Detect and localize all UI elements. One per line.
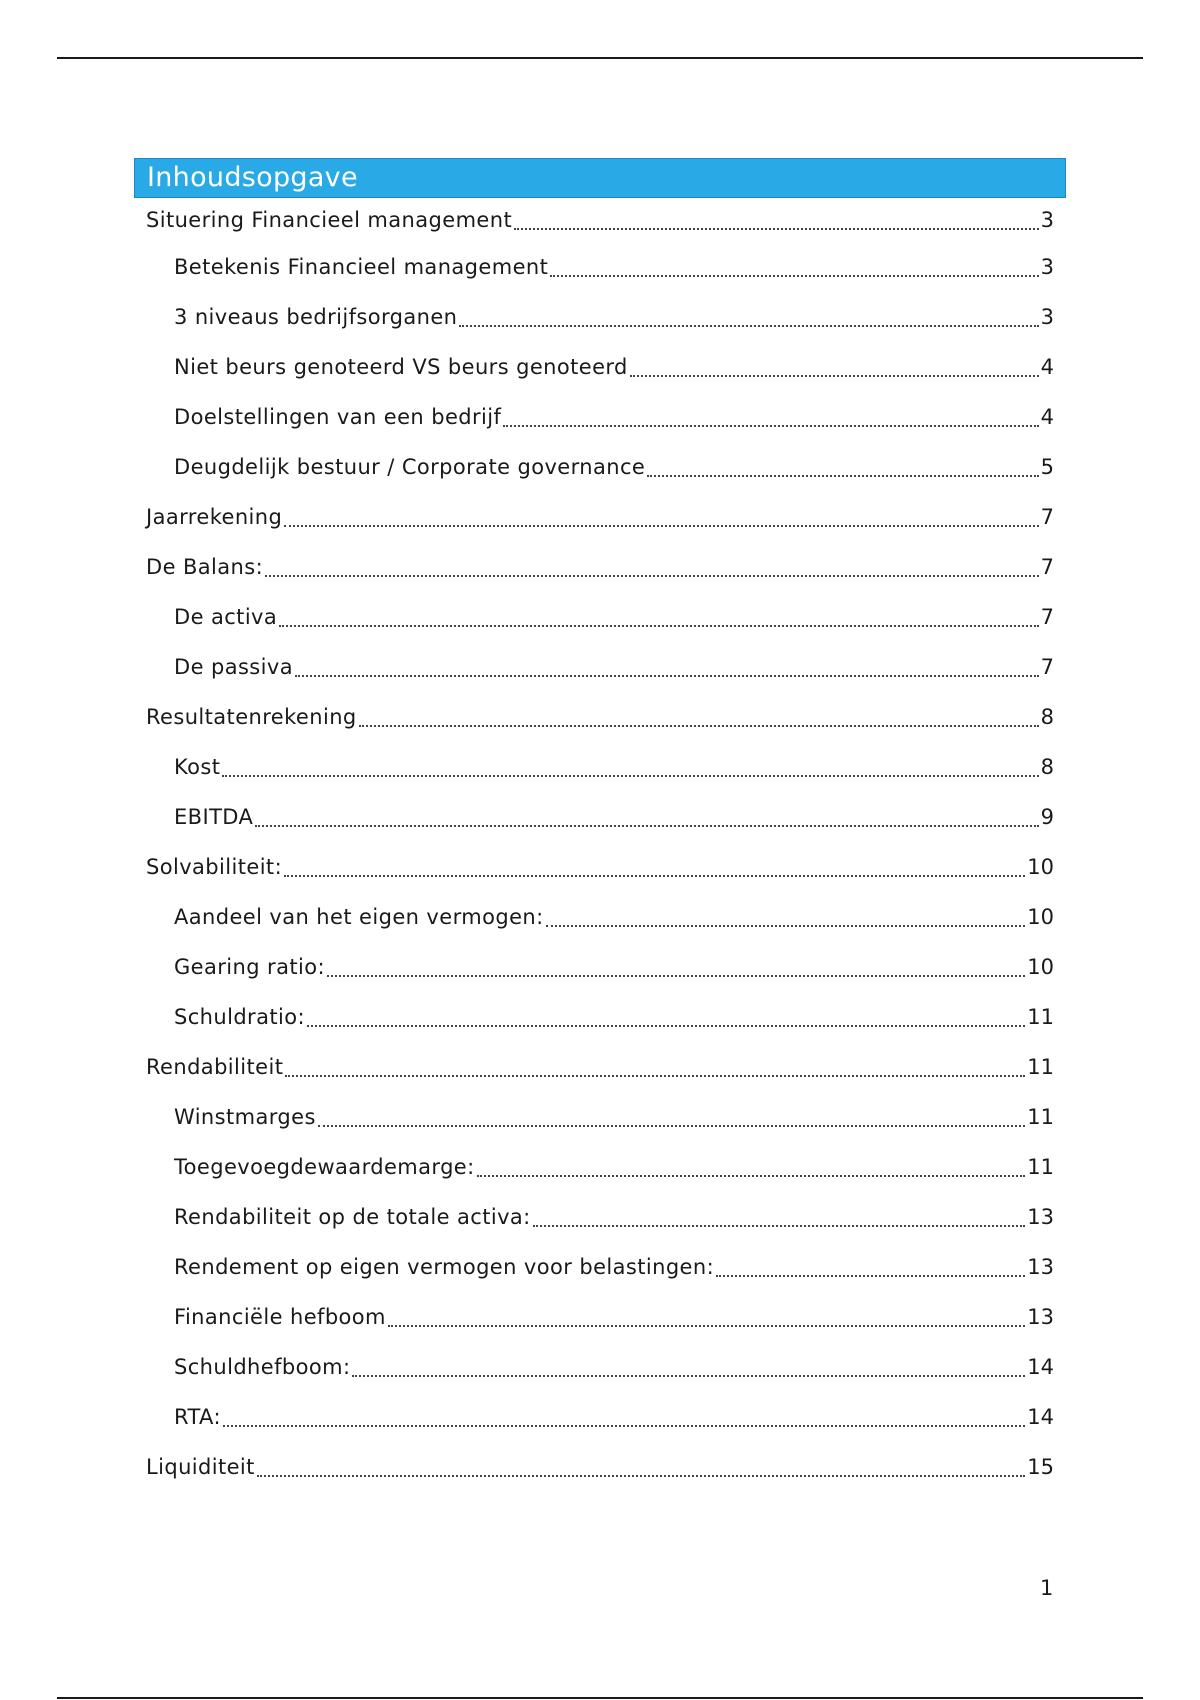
toc-dot-leader (647, 475, 1038, 477)
toc-entry-page: 7 (1040, 505, 1054, 529)
toc-entry-page: 8 (1040, 755, 1054, 779)
toc-entry-label: Liquiditeit (146, 1455, 255, 1479)
toc-entry-page: 13 (1027, 1255, 1054, 1279)
toc-dot-leader (255, 825, 1038, 827)
toc-entry-page: 4 (1040, 405, 1054, 429)
toc-dot-leader (222, 775, 1038, 777)
toc-entry-label: Resultatenrekening (146, 705, 357, 729)
toc-dot-leader (477, 1175, 1026, 1177)
toc-dot-leader (279, 625, 1038, 627)
toc-entry[interactable] (134, 492, 1066, 542)
toc-entry-page: 13 (1027, 1205, 1054, 1229)
toc-entry[interactable] (134, 292, 1066, 342)
toc-entry[interactable] (134, 1442, 1066, 1492)
toc-entry-page: 3 (1040, 305, 1054, 329)
toc-dot-leader (295, 675, 1039, 677)
toc-entry-label: Schuldratio: (174, 1005, 305, 1029)
toc-dot-leader (388, 1325, 1025, 1327)
toc-entry-page: 11 (1027, 1055, 1054, 1079)
toc-entry-label: De passiva (174, 655, 293, 679)
toc-entry-page: 14 (1027, 1405, 1054, 1429)
toc-entry-page: 10 (1027, 955, 1054, 979)
footer-rule (57, 1697, 1143, 1699)
toc-entry-label: Toegevoegdewaardemarge: (174, 1155, 475, 1179)
toc-entry-label: Deugdelijk bestuur / Corporate governance (174, 455, 646, 479)
toc-entry[interactable] (134, 742, 1066, 792)
toc-entry-page: 9 (1040, 805, 1054, 829)
toc-dot-leader (223, 1425, 1025, 1427)
toc-entry[interactable] (134, 1042, 1066, 1092)
toc-entry[interactable] (134, 1342, 1066, 1392)
toc-dot-leader (318, 1125, 1025, 1127)
toc-entry-page: 8 (1040, 705, 1054, 729)
toc-entry-label: Betekenis Financieel management (174, 255, 549, 279)
toc-entry-label: Solvabiliteit: (146, 855, 283, 879)
toc-entry-page: 4 (1040, 355, 1054, 379)
toc-dot-leader (630, 375, 1039, 377)
toc-dot-leader (514, 228, 1039, 230)
toc-entry[interactable] (134, 592, 1066, 642)
toc-entry[interactable] (134, 242, 1066, 292)
toc-entry[interactable] (134, 1142, 1066, 1192)
toc-dot-leader (503, 425, 1038, 427)
toc-entry-label: Aandeel van het eigen vermogen: (174, 905, 544, 929)
toc-entry[interactable] (134, 1242, 1066, 1292)
toc-entry-page: 3 (1040, 208, 1054, 232)
toc-entry-page: 10 (1027, 855, 1054, 879)
toc-entry-page: 13 (1027, 1305, 1054, 1329)
toc-entry[interactable] (134, 1292, 1066, 1342)
toc-entry-label: Schuldhefboom: (174, 1355, 351, 1379)
toc-entry-label: Niet beurs genoteerd VS beurs genoteerd (174, 355, 628, 379)
toc-dot-leader (550, 275, 1038, 277)
toc-entry-label: Situering Financieel management (146, 208, 513, 232)
toc-entry[interactable] (134, 198, 1066, 242)
toc-entry-page: 7 (1040, 655, 1054, 679)
toc-entry-page: 11 (1027, 1005, 1054, 1029)
toc-entry[interactable] (134, 792, 1066, 842)
toc-dot-leader (459, 325, 1038, 327)
toc-dot-leader (307, 1025, 1025, 1027)
toc-entry-label: Gearing ratio: (174, 955, 325, 979)
toc-entry[interactable] (134, 1192, 1066, 1242)
toc-entry[interactable] (134, 942, 1066, 992)
toc-entry[interactable] (134, 842, 1066, 892)
toc-list (134, 198, 1066, 1492)
toc-entry-label: Financiële hefboom (174, 1305, 386, 1329)
toc-title: Inhoudsopgave (134, 158, 1066, 198)
toc-entry[interactable] (134, 1392, 1066, 1442)
toc-entry-page: 11 (1027, 1155, 1054, 1179)
toc-entry[interactable] (134, 642, 1066, 692)
toc-dot-leader (265, 575, 1039, 577)
toc-entry-label: Rendabiliteit (146, 1055, 284, 1079)
toc-entry-label: RTA: (174, 1405, 221, 1429)
toc-entry[interactable] (134, 992, 1066, 1042)
header-rule (57, 57, 1143, 59)
toc-entry[interactable] (134, 692, 1066, 742)
page-number: 1 (1040, 1576, 1054, 1600)
toc-entry[interactable] (134, 442, 1066, 492)
toc-entry-page: 7 (1040, 555, 1054, 579)
toc-entry[interactable] (134, 342, 1066, 392)
toc-entry-page: 3 (1040, 255, 1054, 279)
toc-entry-label: Rendement op eigen vermogen voor belastingen: (174, 1255, 715, 1279)
toc-dot-leader (533, 1225, 1026, 1227)
toc-entry-page: 5 (1040, 455, 1054, 479)
toc-entry[interactable] (134, 542, 1066, 592)
toc-entry-label: Kost (174, 755, 221, 779)
toc-entry-page: 11 (1027, 1105, 1054, 1129)
toc-entry-label: Rendabiliteit op de totale activa: (174, 1205, 531, 1229)
toc-entry-label: Winstmarges (174, 1105, 316, 1129)
toc-dot-leader (359, 725, 1039, 727)
toc-entry-label: Doelstellingen van een bedrijf (174, 405, 502, 429)
toc-entry[interactable] (134, 1092, 1066, 1142)
toc-entry-label: 3 niveaus bedrijfsorganen (174, 305, 458, 329)
toc-dot-leader (284, 525, 1038, 527)
toc-entry-page: 15 (1027, 1455, 1054, 1479)
toc-entry-label: De Balans: (146, 555, 264, 579)
toc-entry-label: Jaarrekening (146, 505, 283, 529)
toc-dot-leader (284, 875, 1025, 877)
toc-dot-leader (716, 1275, 1025, 1277)
toc-dot-leader (327, 975, 1025, 977)
toc-entry-label: De activa (174, 605, 278, 629)
table-of-contents (134, 158, 1066, 1492)
toc-entry-page: 14 (1027, 1355, 1054, 1379)
toc-entry-page: 7 (1040, 605, 1054, 629)
toc-dot-leader (257, 1475, 1025, 1477)
toc-entry-label: EBITDA (174, 805, 254, 829)
toc-dot-leader (546, 925, 1026, 927)
toc-entry[interactable] (134, 392, 1066, 442)
toc-entry-page: 10 (1027, 905, 1054, 929)
toc-dot-leader (285, 1075, 1025, 1077)
toc-dot-leader (352, 1375, 1025, 1377)
toc-entry[interactable] (134, 892, 1066, 942)
